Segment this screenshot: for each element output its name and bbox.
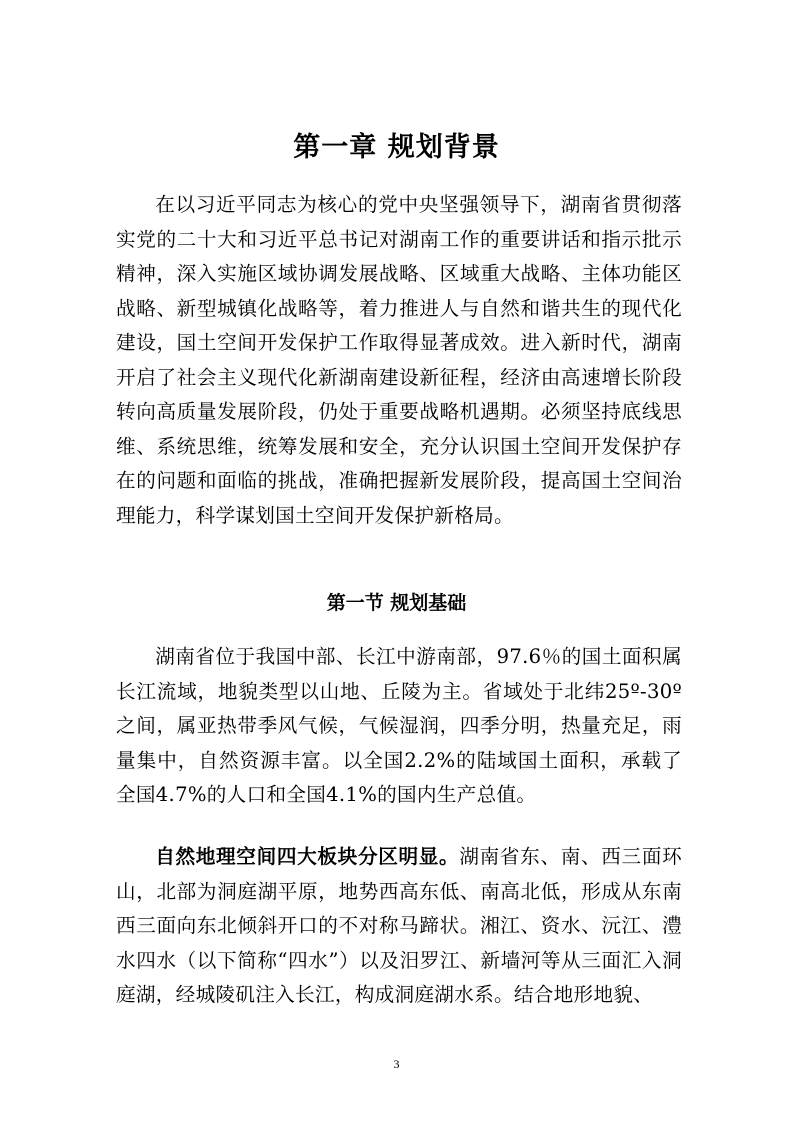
- geography-lead-text: 自然地理空间四大板块分区明显。: [155, 845, 460, 868]
- basics-paragraph: 湖南省位于我国中部、长江中游南部，97.6％的国土面积属长江流域，地貌类型以山地、丘陵为主。省域处于北纬25º-30º之间，属亚热带季风气候，气候湿润，四季分明，热量充足，雨量集中，自然资源丰富。以全国2.2%的陆域国土面积，承载了全国4.7%的人口和全国4.1%的国内生产总值。: [116, 645, 682, 806]
- geography-body-text: 湖南省东、南、西三面环山，北部为洞庭湖平原，地势西高东低、南高北低，形成从东南西三面向东北倾斜开口的不对称马蹄状。湘江、资水、沅江、澧水四水（以下简称“四水”）以及汨罗江、新墙河等从三面汇入洞庭湖，经城陵矶注入长江，构成洞庭湖水系。结合地形地貌、: [116, 845, 682, 1006]
- chapter-title: 第一章 规划背景: [293, 132, 500, 163]
- intro-paragraph: 在以习近平同志为核心的党中央坚强领导下，湖南省贯彻落实党的二十大和习近平总书记对湖南工作的重要讲话和指示批示精神，深入实施区域协调发展战略、区域重大战略、主体功能区战略、新型城镇化战略等，着力推进人与自然和谐共生的现代化建设，国土空间开发保护工作取得显著成效。进入新时代，湖南开启了社会主义现代化新湖南建设新征程，经济由高速增长阶段转向高质量发展阶段，仍处于重要战略机遇期。必须坚持底线思维、系统思维，统筹发展和安全，充分认识国土空间开发保护存在的问题和面临的挑战，准确把握新发展阶段，提高国土空间治理能力，科学谋划国土空间开发保护新格局。: [116, 193, 682, 527]
- page-number: 3: [393, 1057, 400, 1071]
- geography-paragraph: [116, 840, 682, 1013]
- section-title: 第一节 规划基础: [326, 592, 467, 614]
